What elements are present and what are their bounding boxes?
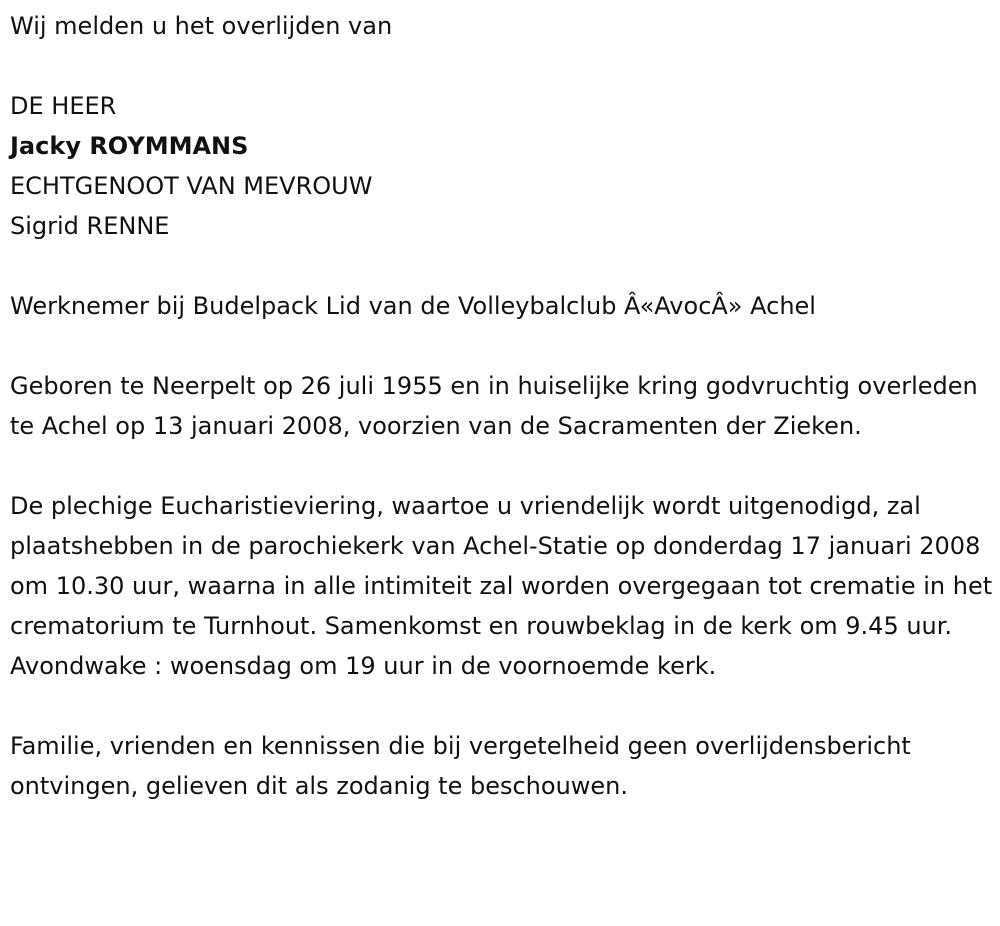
- spacer: [10, 46, 995, 86]
- spacer: [10, 686, 995, 726]
- spacer: [10, 326, 995, 366]
- death-notice: [10, 6, 995, 806]
- spacer: [10, 246, 995, 286]
- closing-paragraph: Familie, vrienden en kennissen die bij vergetelheid geen overlijdensbericht ontvingen, gelieven dit als zodanig te beschouwen.: [10, 732, 911, 800]
- birth-death-paragraph: Geboren te Neerpelt op 26 juli 1955 en in huiselijke kring godvruchtig overleden te Achel op 13 januari 2008, voorzien van de Sacramenten der Zieken.: [10, 372, 978, 440]
- intro-text: Wij melden u het overlijden van: [10, 12, 393, 40]
- occupation-text: Werknemer bij Budelpack Lid van de Volleybalclub Â«AvocÂ» Achel: [10, 292, 816, 320]
- ceremony-paragraph: De plechige Eucharistieviering, waartoe u vriendelijk wordt uitgenodigd, zal plaatshebben in de parochiekerk van Achel-Statie op donderdag 17 januari 2008 om 10.30 uur, waarna in alle intimiteit zal worden overgegaan tot crematie in het crematorium te Turnhout. Samenkomst en rouwbeklag in de kerk om 9.45 uur. Avondwake : woensdag om 19 uur in de voornoemde kerk.: [10, 492, 993, 680]
- deceased-name: Jacky ROYMMANS: [10, 132, 249, 160]
- spacer: [10, 446, 995, 486]
- spouse-name: Sigrid RENNE: [10, 212, 170, 240]
- spouse-label: ECHTGENOOT VAN MEVROUW: [10, 172, 373, 200]
- honorific-title: DE HEER: [10, 92, 117, 120]
